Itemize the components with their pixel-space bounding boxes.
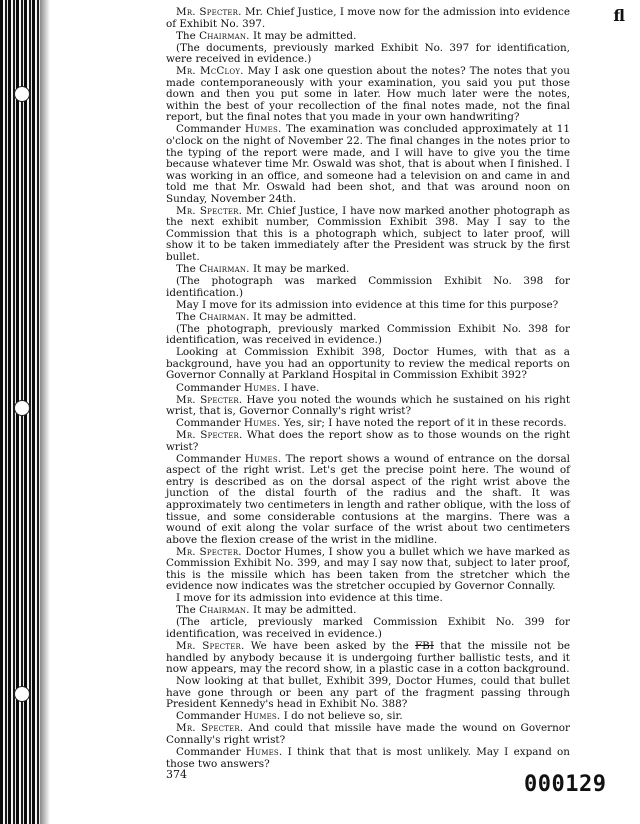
- paragraph-text: I do not believe so, sir.: [280, 710, 403, 723]
- paragraph: [166, 747, 570, 770]
- paragraph-text: Doctor Humes, I show you a bullet which we have marked as Commission Exhibit No. 399, and may I say now that, subject to later proof, this is the missile which has been taken from the stretcher which the evidence now indicates was the stretcher occupied by Governor Connally.: [166, 545, 570, 593]
- paragraph: [166, 418, 570, 430]
- paragraph: [166, 641, 570, 676]
- testimony-text: [166, 7, 570, 770]
- paragraph: [166, 7, 570, 30]
- speaker-name: Chairman.: [199, 310, 250, 323]
- paragraph-text: Have you noted the wounds which he sustained on his right wrist, that is, Governor Connally's right wrist?: [166, 393, 571, 418]
- paragraph: [166, 395, 570, 418]
- speaker-name: Mr. Specter.: [176, 204, 243, 217]
- paragraph-text: Yes, sir; I have noted the report of it in these records.: [280, 417, 567, 430]
- speaker-name: Humes.: [243, 381, 281, 394]
- paragraph: [166, 676, 570, 711]
- speaker-name: Mr. Specter.: [176, 722, 244, 735]
- paragraph-text: We have been asked by the: [244, 640, 415, 653]
- paragraph-text: The: [176, 310, 200, 323]
- speaker-name: Humes.: [245, 745, 283, 758]
- speaker-name: Chairman.: [199, 29, 250, 42]
- paragraph-text: Now looking at that bullet, Exhibit 399, Doctor Humes, could that bullet have gone through or been any part of the fragment passing through President Kennedy's head in Exhibit No. 388?: [166, 675, 570, 711]
- paragraph-text: Commander: [176, 123, 245, 136]
- paragraph-text: Commander: [176, 710, 244, 723]
- paragraph-text: (The documents, previously marked Exhibit No. 397 for identification, were received in evidence.): [166, 41, 570, 66]
- paragraph-text: It may be admitted.: [249, 310, 357, 323]
- paragraph-text: It may be admitted.: [249, 29, 357, 42]
- paragraph-text: Commander: [176, 381, 244, 394]
- paragraph: [166, 324, 570, 347]
- speaker-name: Humes.: [243, 710, 281, 723]
- paragraph: [166, 605, 570, 617]
- paragraph-text: Looking at Commission Exhibit 398, Doctor Humes, with that as a background, have you had an opportunity to review the medical reports on Governor Connally at Parkland Hospital in Commission Exhibit 392?: [166, 346, 570, 382]
- paragraph-text: Commander: [176, 452, 245, 465]
- punch-hole: [14, 400, 30, 416]
- paragraph: [166, 124, 570, 205]
- paragraph: [166, 276, 570, 299]
- paragraph-text: And could that missile have made the wound on Governor Connally's right wrist?: [166, 722, 570, 746]
- speaker-name: Mr. Specter.: [176, 640, 245, 653]
- paragraph: [166, 206, 570, 264]
- speaker-name: Humes.: [244, 452, 282, 465]
- paragraph-text: (The photograph, previously marked Commission Exhibit No. 398 for identification, was received in evidence.): [166, 322, 570, 347]
- paragraph-text: May I ask one question about the notes? The notes that you made contemporaneously with your examination, you said you put those down and then you put some in later. How much later were the notes, within the best of your recollection of the final notes made, not the final report, but the final notes that you made in your own handwriting?: [166, 65, 570, 124]
- document-number: 000129: [524, 772, 607, 797]
- punch-hole: [14, 686, 30, 702]
- paragraph: [166, 31, 570, 43]
- speaker-name: Mr. Specter.: [176, 393, 243, 406]
- paragraph-text: The examination was concluded approximately at 11 o'clock on the night of November 22. The final changes in the notes prior to the typing of the report were made, and I will have to give you the time because whatever time Mr. Oswald was shot, that is about when I finished. I was working in an office, and someone had a television on and came in and told me that Mr. Oswald had been shot, and that was around noon on Sunday, November 24th.: [166, 123, 570, 205]
- paragraph-text: It may be marked.: [249, 263, 350, 276]
- paragraph: [166, 43, 570, 66]
- speaker-name: Chairman.: [199, 263, 250, 276]
- paragraph-text: that the missile not be handled by anybody because it is undergoing further ballistic tests, and it now appears, may the record show, in a plastic case in a cotton background.: [166, 640, 570, 676]
- paragraph-text: The: [176, 604, 200, 617]
- paragraph: [166, 454, 570, 546]
- punch-hole: [14, 86, 30, 102]
- page-number: 374: [166, 768, 187, 781]
- speaker-name: Mr. McCloy.: [176, 65, 244, 78]
- paragraph-text: It may be admitted.: [249, 604, 357, 617]
- paragraph: [166, 264, 570, 276]
- speaker-name: Humes.: [243, 417, 281, 430]
- paragraph-text: I think that that is most unlikely. May I expand on those two answers?: [166, 745, 570, 770]
- paragraph-text: Mr. Chief Justice, I move now for the admission into evidence of Exhibit No. 397.: [166, 6, 571, 30]
- paragraph: [166, 547, 570, 593]
- struck-text: FBI: [414, 640, 434, 653]
- paragraph: [166, 430, 570, 453]
- paragraph-text: I have.: [280, 381, 320, 394]
- paragraph: [166, 617, 570, 640]
- speaker-name: Humes.: [244, 123, 282, 136]
- paragraph-text: (The photograph was marked Commission Exhibit No. 398 for identification.): [166, 275, 570, 299]
- corner-mark: ﬂ: [613, 6, 626, 25]
- binding-shadow: [40, 0, 50, 824]
- paragraph-text: Commander: [176, 745, 246, 758]
- paragraph-text: Commander: [176, 417, 244, 430]
- paragraph-text: (The article, previously marked Commission Exhibit No. 399 for identification, was received in evidence.): [166, 616, 570, 640]
- paragraph-text: I move for its admission into evidence at this time.: [176, 592, 443, 605]
- speaker-name: Mr. Specter.: [176, 6, 242, 18]
- speaker-name: Mr. Specter.: [176, 429, 243, 442]
- paragraph: [166, 593, 570, 605]
- paragraph: [166, 723, 570, 746]
- paragraph-text: Mr. Chief Justice, I have now marked another photograph as the next exhibit number, Commission Exhibit 398. May I say to the Commission that this is a photograph which, subject to later proof, will show it to be taken immediately after the President was struck by the first bullet.: [166, 204, 570, 263]
- paragraph: [166, 711, 570, 723]
- paragraph: [166, 312, 570, 324]
- paragraph-text: What does the report show as to those wounds on the right wrist?: [166, 429, 571, 453]
- paragraph-text: The report shows a wound of entrance on the dorsal aspect of the right wrist. Let's get the precise point here. The wound of entry is described as on the dorsal aspect of the right wrist above the junction of the distal fourth of the radius and the shaft. It was approximately two centimeters in length and rather oblique, with the loss of tissue, and some considerable contusions at the margins. There was a wound of exit along the volar surface of the wrist about two centimeters above the flexion crease of the wrist in the midline.: [166, 452, 571, 546]
- speaker-name: Mr. Specter.: [176, 545, 242, 558]
- paragraph: [166, 347, 570, 382]
- paragraph-text: May I move for its admission into evidence at this time for this purpose?: [176, 298, 559, 311]
- speaker-name: Chairman.: [199, 604, 250, 617]
- paragraph-text: The: [176, 263, 200, 276]
- paragraph: [166, 66, 570, 124]
- paragraph-text: The: [176, 29, 200, 42]
- paragraph: [166, 300, 570, 312]
- paragraph: [166, 383, 570, 395]
